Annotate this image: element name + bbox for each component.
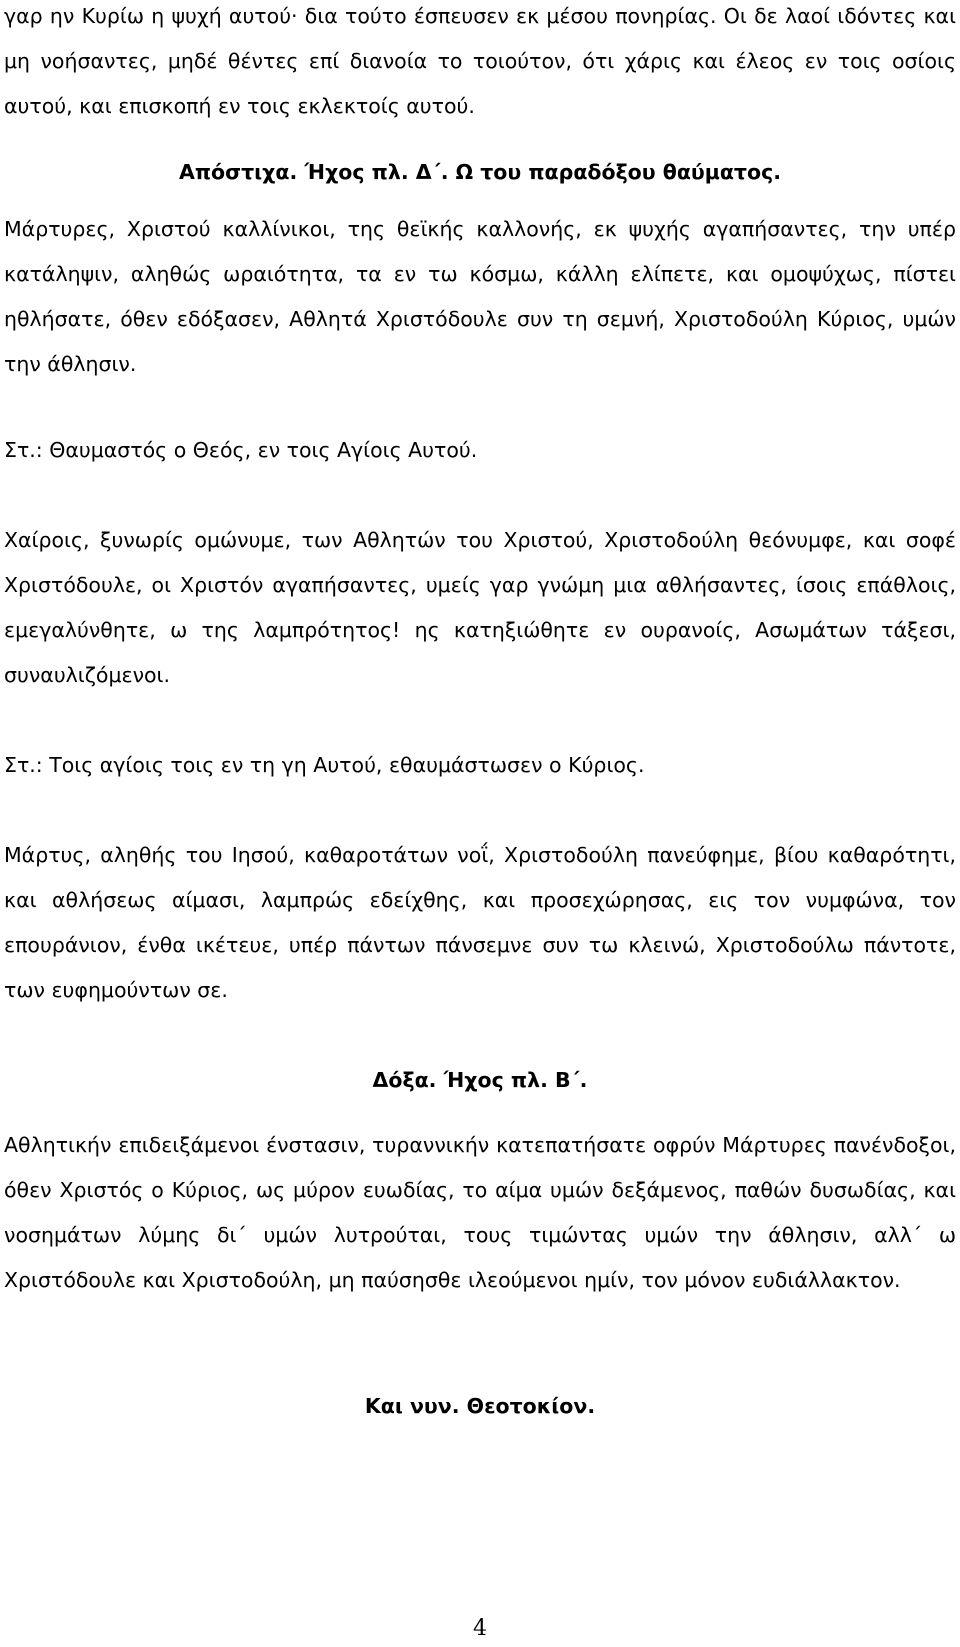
page-number: 4 <box>473 1616 487 1641</box>
heading-aposticha: Απόστιχα. Ήχος πλ. Δ΄. Ω του παραδόξου θαύματος. <box>178 160 782 184</box>
paragraph-vespers-ending: γαρ ην Κυρίω η ψυχή αυτού· δια τούτο έσπευσεν εκ μέσου πονηρίας. Οι δε λαοί ιδόντες και μη νοήσαντες, μηδέ θέντες επί διανοία το τοιούτον, ότι χάρις και έλεος εν τοις οσίοις αυτού, και επισκοπή εν τοις εκλεκτοίς αυτού. <box>4 4 956 118</box>
paragraph-aposticha-1: Μάρτυρες, Χριστού καλλίνικοι, της θεϊκής καλλονής, εκ ψυχής αγαπήσαντες, την υπέρ κατάληψιν, αληθώς ωραιότητα, τα εν τω κόσμω, κάλλη ελίπετε, και ομοψύχως, πίστει ηθλήσατε, όθεν εδόξασεν, Αθλητά Χριστόδουλε συν τη σεμνή, Χριστοδούλη Κύριος, υμών την άθλησιν. <box>4 217 956 376</box>
heading-doxa: Δόξα. Ήχος πλ. Β΄. <box>372 1068 588 1092</box>
paragraph-doxastikon: Αθλητικήν επιδειξάμενοι ένστασιν, τυραννικήν κατεπατήσατε οφρύν Μάρτυρες πανένδοξοι, όθεν Χριστός ο Κύριος, ως μύρον ευωδίας, το αίμα υμών δεξάμενος, παθών δυσωδίας, και νοσημάτων λύμης δι΄ υμών λυτρούται, τους τιμώντας υμών την άθλησιν, αλλ΄ ω Χριστόδουλε και Χριστοδούλη, μη παύσησθε ιλεούμενοι ημίν, τον μόνον ευδιάλλακτον. <box>4 1133 956 1292</box>
paragraph-aposticha-3: Μάρτυς, αληθής του Ιησού, καθαροτάτων νοΐ, Χριστοδούλη πανεύφημε, βίου καθαρότητι, και αθλήσεως αίμασι, λαμπρώς εδείχθης, και προσεχώρησας, εις τον νυμφώνα, τον επουράνιον, ένθα ικέτευε, υπέρ πάντων πάνσεμνε συν τω κλεινώ, Χριστοδούλω πάντοτε, των ευφημούντων σε. <box>4 843 956 1002</box>
heading-theotokion: Και νυν. Θεοτοκίον. <box>364 1394 596 1418</box>
verse-stichos-2: Στ.: Τοις αγίοις τοις εν τη γη Αυτού, εθαυμάστωσεν ο Κύριος. <box>4 753 645 777</box>
paragraph-aposticha-2: Χαίροις, ξυνωρίς ομώνυμε, των Αθλητών του Χριστού, Χριστοδούλη θεόνυμφε, και σοφέ Χριστόδουλε, οι Χριστόν αγαπήσαντες, υμείς γαρ γνώμη μια αθλήσαντες, ίσοις επάθλοις, εμεγαλύνθητε, ω της λαμπρότητος! ης κατηξιώθητε εν ουρανοίς, Ασωμάτων τάξεσι, συναυλιζόμενοι. <box>4 528 956 687</box>
verse-stichos-1: Στ.: Θαυμαστός ο Θεός, εν τοις Αγίοις Αυτού. <box>4 438 478 462</box>
